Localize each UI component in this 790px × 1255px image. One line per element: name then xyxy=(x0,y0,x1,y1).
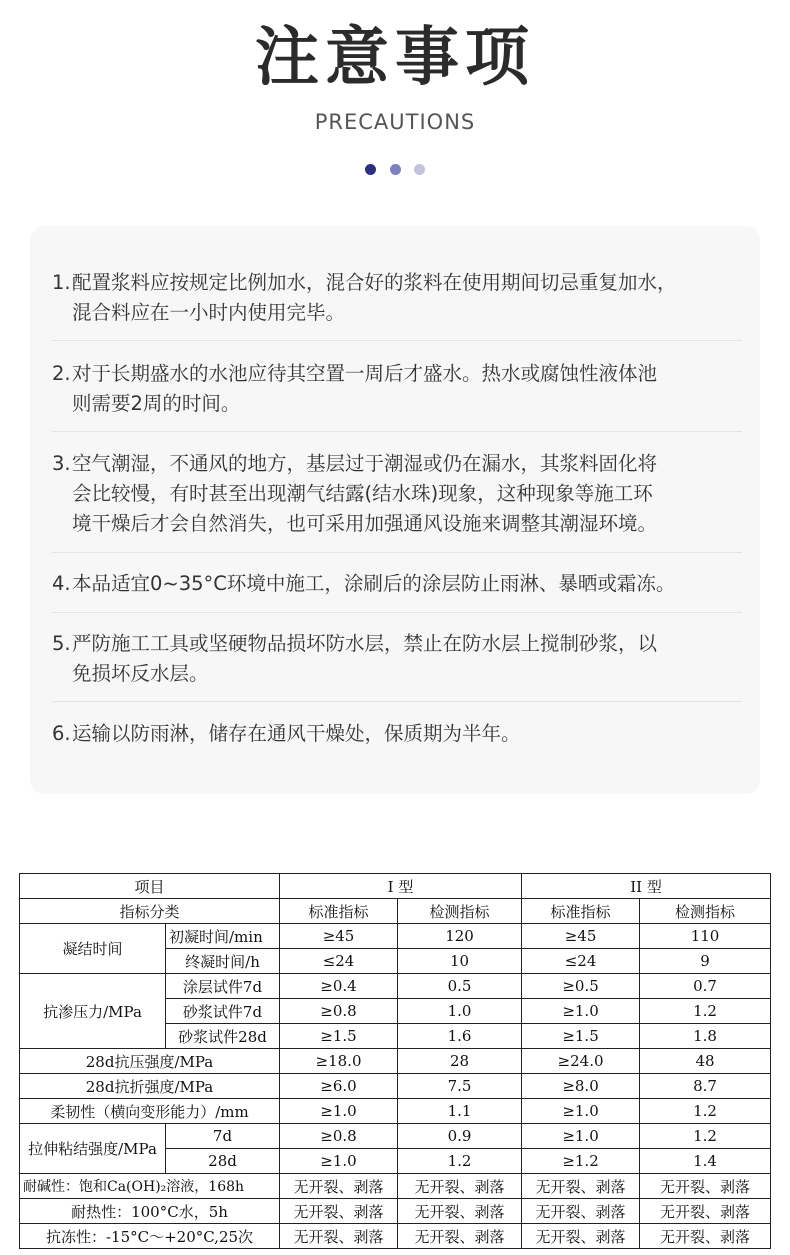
table-row xyxy=(20,924,771,949)
table-cell: 28d xyxy=(166,1149,280,1174)
item-line: 混合料应在一小时内使用完毕。 xyxy=(72,301,346,324)
table-cell: 7d xyxy=(166,1124,280,1149)
table-cell: 无开裂、剥落 xyxy=(522,1224,640,1249)
item-number: 6. xyxy=(52,722,71,745)
item-line: 空气潮湿，不通风的地方，基层过于潮湿或仍在漏水，其浆料固化将 xyxy=(72,452,658,475)
table-cell: 无开裂、剥落 xyxy=(280,1199,398,1224)
table-cell: 1.1 xyxy=(398,1099,522,1124)
table-row xyxy=(20,1224,771,1249)
table-cell: 9 xyxy=(640,949,771,974)
table-header-row xyxy=(20,899,771,924)
item-number: 3. xyxy=(52,452,71,475)
table-cell: 7.5 xyxy=(398,1074,522,1099)
precaution-item-5 xyxy=(52,629,752,689)
table-cell: 1.2 xyxy=(640,1124,771,1149)
header-cell: 标准指标 xyxy=(522,899,640,924)
table-row xyxy=(20,1099,771,1124)
table-cell: ≥1.5 xyxy=(280,1024,398,1049)
table-cell: ≥0.8 xyxy=(280,999,398,1024)
table-cell: 无开裂、剥落 xyxy=(640,1224,771,1249)
table-cell: ≥1.2 xyxy=(522,1149,640,1174)
group-label: 拉伸粘结强度/MPa xyxy=(20,1124,166,1174)
table-cell: 无开裂、剥落 xyxy=(280,1224,398,1249)
table-cell: 28 xyxy=(398,1049,522,1074)
item-line: 则需要2周的时间。 xyxy=(72,392,241,415)
table-cell: 110 xyxy=(640,924,771,949)
page-subtitle: PRECAUTIONS xyxy=(314,110,476,134)
item-line: 运输以防雨淋，储存在通风干燥处，保质期为半年。 xyxy=(72,722,521,745)
header-cell: I 型 xyxy=(280,874,522,899)
item-line: 配置浆料应按规定比例加水，混合好的浆料在使用期间切忌重复加水， xyxy=(72,271,677,294)
item-number: 1. xyxy=(52,271,71,294)
item-line: 严防施工工具或坚硬物品损坏防水层，禁止在防水层上搅制砂浆，以 xyxy=(72,632,658,655)
divider xyxy=(52,612,742,613)
table-cell: ≥18.0 xyxy=(280,1049,398,1074)
table-cell: 涂层试件7d xyxy=(166,974,280,999)
table-cell: 无开裂、剥落 xyxy=(522,1199,640,1224)
divider xyxy=(52,552,742,553)
dot-3 xyxy=(414,164,425,175)
spec-table xyxy=(19,873,771,1249)
divider xyxy=(52,340,742,341)
table-cell: 120 xyxy=(398,924,522,949)
table-header-row xyxy=(20,874,771,899)
table-cell: 1.8 xyxy=(640,1024,771,1049)
table-cell: ≥1.0 xyxy=(522,1124,640,1149)
table-cell: 抗冻性：-15°C～+20°C,25次 xyxy=(20,1224,280,1249)
header-cell: 检测指标 xyxy=(640,899,771,924)
item-line: 本品适宜0~35°C环境中施工，涂刷后的涂层防止雨淋、暴晒或霜冻。 xyxy=(72,572,676,595)
table-cell: 0.5 xyxy=(398,974,522,999)
table-cell: 28d抗折强度/MPa xyxy=(20,1074,280,1099)
decorative-dots xyxy=(0,160,790,179)
page-title: 注意事项 xyxy=(255,21,535,95)
table-cell: ≥24.0 xyxy=(522,1049,640,1074)
table-cell: 1.2 xyxy=(640,999,771,1024)
group-label: 抗渗压力/MPa xyxy=(20,974,166,1049)
table-cell: 0.9 xyxy=(398,1124,522,1149)
table-cell: ≤24 xyxy=(280,949,398,974)
table-cell: ≥1.0 xyxy=(280,1149,398,1174)
table-cell: 48 xyxy=(640,1049,771,1074)
header-cell: 指标分类 xyxy=(20,899,280,924)
dot-2 xyxy=(390,164,401,175)
header-cell: 标准指标 xyxy=(280,899,398,924)
item-number: 4. xyxy=(52,572,71,595)
divider xyxy=(52,431,742,432)
table-cell: ≥0.4 xyxy=(280,974,398,999)
table-cell: ≥1.0 xyxy=(522,1099,640,1124)
header-cell: 项目 xyxy=(20,874,280,899)
precaution-item-4 xyxy=(52,569,752,599)
item-line: 免损坏反水层。 xyxy=(72,662,209,685)
table-cell: ≥0.5 xyxy=(522,974,640,999)
table-cell: 1.6 xyxy=(398,1024,522,1049)
table-row xyxy=(20,1049,771,1074)
table-cell: 无开裂、剥落 xyxy=(640,1199,771,1224)
table-cell: 砂浆试件7d xyxy=(166,999,280,1024)
item-number: 2. xyxy=(52,362,71,385)
header-cell: 检测指标 xyxy=(398,899,522,924)
item-line: 会比较慢，有时甚至出现潮气结露(结水珠)现象，这种现象等施工环 xyxy=(72,482,653,505)
table-cell: 28d抗压强度/MPa xyxy=(20,1049,280,1074)
precaution-item-1 xyxy=(52,268,752,328)
item-line: 境干燥后才会自然消失，也可采用加强通风设施来调整其潮湿环境。 xyxy=(72,512,658,535)
table-cell: 无开裂、剥落 xyxy=(640,1174,771,1199)
table-row xyxy=(20,1174,771,1199)
table-cell: ≥1.5 xyxy=(522,1024,640,1049)
table-cell: ≤24 xyxy=(522,949,640,974)
table-cell: ≥1.0 xyxy=(522,999,640,1024)
table-cell: 耐碱性：饱和Ca(OH)₂溶液，168h xyxy=(20,1174,280,1199)
table-cell: 1.2 xyxy=(398,1149,522,1174)
table-cell: 柔韧性（横向变形能力）/mm xyxy=(20,1099,280,1124)
item-number: 5. xyxy=(52,632,71,655)
table-cell: 8.7 xyxy=(640,1074,771,1099)
table-cell: 无开裂、剥落 xyxy=(398,1199,522,1224)
table-cell: 1.4 xyxy=(640,1149,771,1174)
table-cell: 无开裂、剥落 xyxy=(398,1174,522,1199)
header-cell: II 型 xyxy=(522,874,771,899)
dot-1 xyxy=(365,164,376,175)
table-cell: 砂浆试件28d xyxy=(166,1024,280,1049)
precaution-item-3 xyxy=(52,449,752,539)
table-cell: 无开裂、剥落 xyxy=(522,1174,640,1199)
table-row xyxy=(20,1074,771,1099)
precaution-item-2 xyxy=(52,359,752,419)
table-cell: 1.0 xyxy=(398,999,522,1024)
table-row xyxy=(20,1124,771,1149)
table-cell: 无开裂、剥落 xyxy=(398,1224,522,1249)
table-row xyxy=(20,1199,771,1224)
table-cell: ≥6.0 xyxy=(280,1074,398,1099)
table-cell: ≥45 xyxy=(522,924,640,949)
table-cell: ≥1.0 xyxy=(280,1099,398,1124)
table-cell: 耐热性：100°C水，5h xyxy=(20,1199,280,1224)
table-cell: 无开裂、剥落 xyxy=(280,1174,398,1199)
table-cell: 1.2 xyxy=(640,1099,771,1124)
table-row xyxy=(20,974,771,999)
table-cell: 0.7 xyxy=(640,974,771,999)
item-line: 对于长期盛水的水池应待其空置一周后才盛水。热水或腐蚀性液体池 xyxy=(72,362,658,385)
group-label: 凝结时间 xyxy=(20,924,166,974)
divider xyxy=(52,701,742,702)
table-cell: ≥0.8 xyxy=(280,1124,398,1149)
table-cell: 10 xyxy=(398,949,522,974)
precaution-item-6 xyxy=(52,719,752,749)
table-cell: ≥8.0 xyxy=(522,1074,640,1099)
table-cell: 初凝时间/min xyxy=(166,924,280,949)
table-cell: 终凝时间/h xyxy=(166,949,280,974)
table-cell: ≥45 xyxy=(280,924,398,949)
